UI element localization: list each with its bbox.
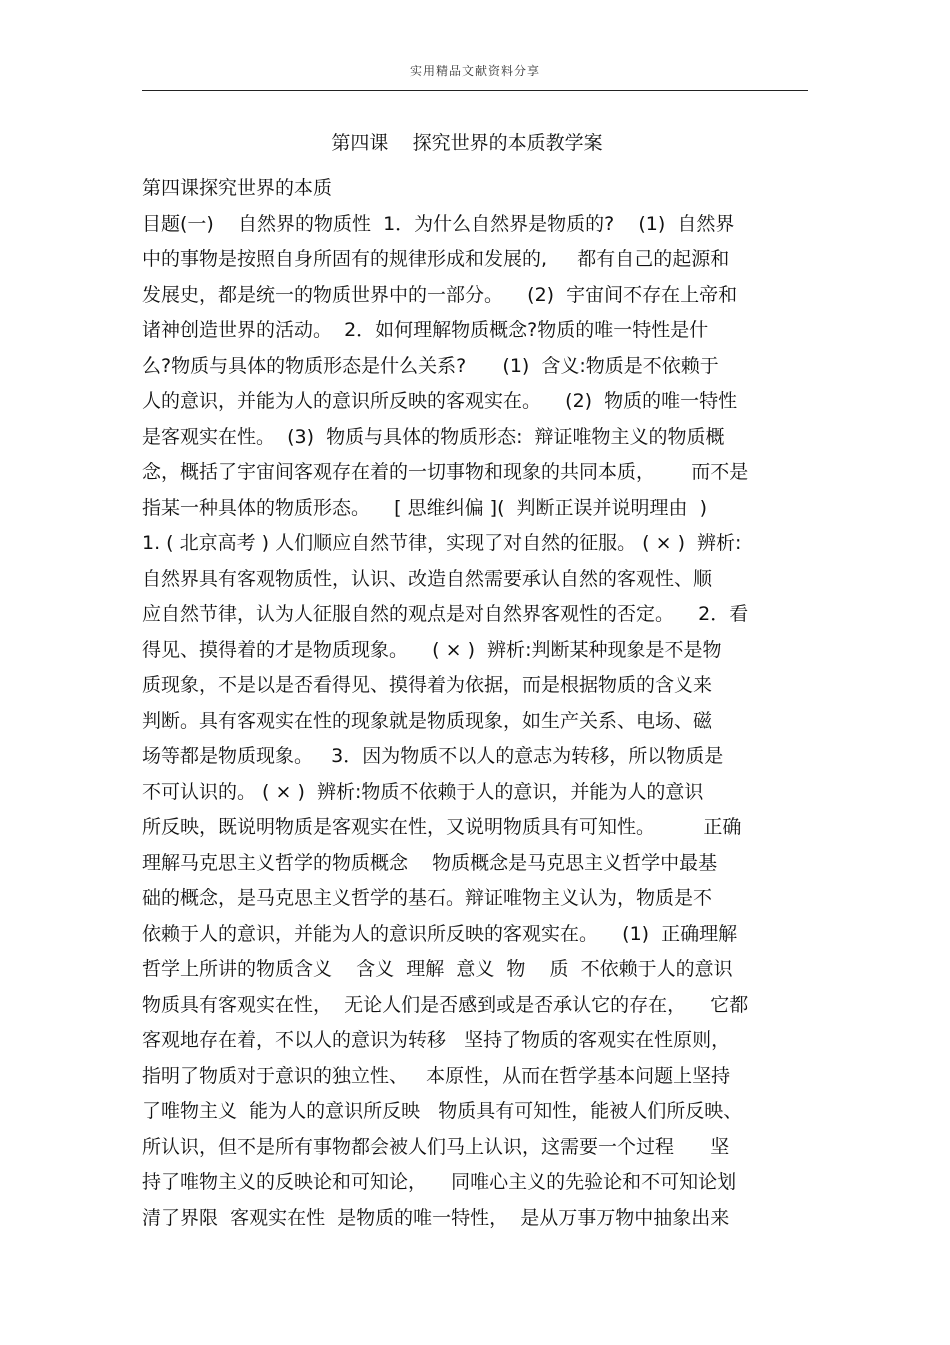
body-line: 得见、摸得着的才是物质现象。 ( × ) 辨析:判断某种现象是不是物 — [142, 638, 722, 661]
document-title: 第四课 探究世界的本质教学案 — [331, 132, 603, 154]
body-line: 质现象，不是以是否看得见、摸得着为依据，而是根据物质的含义来 — [142, 674, 713, 696]
body-line: 依赖于人的意识，并能为人的意识所反映的客观实在。 (1) 正确理解 — [142, 922, 738, 945]
body-line: 不可认识的。 ( × ) 辨析:物质不依赖于人的意识，并能为人的意识 — [142, 780, 704, 803]
body-line: 第四课探究世界的本质 — [142, 177, 333, 199]
body-line: 发展史，都是统一的物质世界中的一部分。 (2) 宇宙间不存在上帝和 — [142, 283, 738, 306]
body-line: 是客观实在性。 (3) 物质与具体的物质形态: 辩证唯物主义的物质概 — [142, 425, 725, 448]
body-line: 所反映，既说明物质是客观实在性，又说明物质具有可知性。 正确 — [142, 816, 742, 838]
header-divider — [142, 90, 808, 91]
body-line: 诸神创造世界的活动。 2．如何理解物质概念?物质的唯一特性是什 — [142, 319, 709, 341]
body-line: 1. ( 北京高考 ) 人们顺应自然节律，实现了对自然的征服。 ( × ) 辨析: — [142, 532, 742, 554]
body-line: 指某一种具体的物质形态。 [ 思维纠偏 ]( 判断正误并说明理由 ) — [142, 496, 708, 519]
body-line: 指明了物质对于意识的独立性、 本原性，从而在哲学基本问题上坚持 — [142, 1064, 731, 1087]
body-line: 人的意识，并能为人的意识所反映的客观实在。 (2) 物质的唯一特性 — [142, 390, 738, 412]
body-line: 中的事物是按照自身所固有的规律形成和发展的, 都有自己的起源和 — [142, 248, 730, 270]
body-line: 哲学上所讲的物质含义 含义 理解 意义 物 质 不依赖于人的意识 — [142, 958, 733, 980]
body-line: 自然界具有客观物质性，认识、改造自然需要承认自然的客观性、顺 — [142, 567, 713, 590]
body-line: 念，概括了宇宙间客观存在着的一切事物和现象的共同本质， 而不是 — [142, 461, 749, 483]
body-line: 目题(一) 自然界的物质性 1．为什么自然界是物质的? (1) 自然界 — [142, 212, 735, 235]
body-line: 所认识，但不是所有事物都会被人们马上认识，这需要一个过程 坚 — [142, 1135, 730, 1158]
body-line: 判断。具有客观实在性的现象就是物质现象，如生产关系、电场、磁 — [142, 709, 713, 732]
body-line: 理解马克思主义哲学的物质概念 物质概念是马克思主义哲学中最基 — [142, 851, 718, 874]
body-line: 场等都是物质现象。 3．因为物质不以人的意志为转移，所以物质是 — [142, 745, 724, 767]
body-line: 清了界限 客观实在性 是物质的唯一特性， 是从万事万物中抽象出来 — [142, 1206, 730, 1229]
body-line: 应自然节律，认为人征服自然的观点是对自然界客观性的否定。 2．看 — [142, 603, 749, 625]
page-header: 实用精品文献资料分享 — [409, 64, 540, 78]
body-line: 了唯物主义 能为人的意识所反映 物质具有可知性，能被人们所反映、 — [142, 1100, 743, 1122]
body-line: 客观地存在着，不以人的意识为转移 坚持了物质的客观实在性原则， — [142, 1029, 731, 1051]
body-line: 持了唯物主义的反映论和可知论， 同唯心主义的先验论和不可知论划 — [142, 1171, 737, 1193]
body-line: 础的概念，是马克思主义哲学的基石。辩证唯物主义认为，物质是不 — [142, 887, 713, 909]
body-line: 么?物质与具体的物质形态是什么关系? (1) 含义:物质是不依赖于 — [142, 354, 719, 377]
body-line: 物质具有客观实在性， 无论人们是否感到或是否承认它的存在， 它都 — [142, 993, 749, 1016]
document-body — [142, 171, 822, 1236]
